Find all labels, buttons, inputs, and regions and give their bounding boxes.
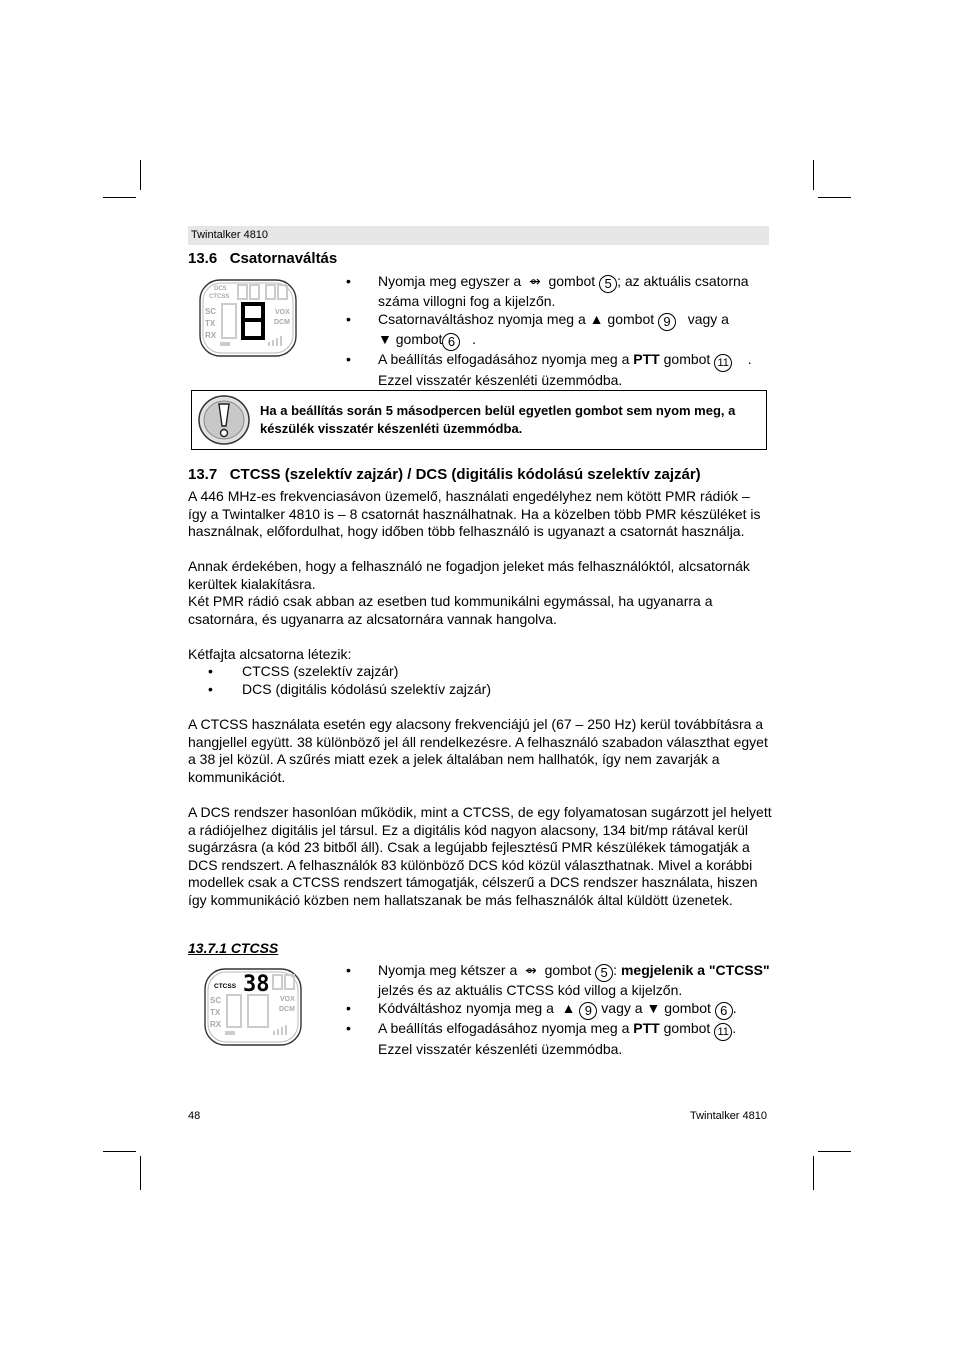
list-item: • CTCSS (szelektív zajzár): [208, 663, 491, 681]
button-number-6: 6: [442, 333, 460, 351]
lcd-sc-label: SC: [210, 996, 222, 1005]
lcd-sc-label: SC: [205, 307, 217, 316]
section-title-13-7: 13.7 CTCSS (szelektív zajzár) / DCS (digitális kódolású szelektív zajzár): [188, 466, 701, 483]
list-item: • DCS (digitális kódolású szelektív zajzár): [208, 681, 491, 699]
lcd-dcm-label: DCM: [279, 1006, 295, 1013]
footer-product: Twintalker 4810: [689, 1110, 767, 1122]
button-number-5: 5: [595, 964, 613, 982]
lcd-value-38: 38: [243, 972, 270, 997]
lcd-dcm-label: DCM: [274, 319, 290, 326]
button-number-9: 9: [658, 313, 676, 331]
paragraph: Kétfajta alcsatorna létezik:: [188, 646, 352, 662]
paragraph: A DCS rendszer hasonlóan működik, mint a CTCSS, de egy folyamatosan sugárzott jel helyett a rádiójelhez digitális jel társul. Ez a digitális kód nagyon alacsony, 134 bit/mp rátával kerül sugárzásra (a kód 23 bitből áll). Csak a legújabb fejlesztésű PMR készülékek támogatják a DCS rendszert. A felhasználók 83 különböző DCS kód közül választhatnak. Mivel a korábbi modellek csak a CTCSS rendszert támogatják, célszerű a DCS rendszer használata, hiszen így kommunikáció közben nem hallatszanak be más felhasználók által küldött üzenetek.: [188, 804, 772, 908]
crop-mark: [818, 1151, 851, 1152]
lcd-vox-label: VOX: [275, 309, 290, 316]
lcd-tx-label: TX: [210, 1008, 221, 1017]
lcd-display-ctcss: [203, 967, 303, 1047]
steps-13-7-1: [346, 962, 771, 1058]
step-13-7-1-2: • Kódváltáshoz nyomja meg a ▲ 9 vagy a ▼ gombot 6 .: [346, 1000, 771, 1020]
paragraph: A 446 MHz-es frekvenciasávon üzemelő, használati engedélyhez nem kötött PMR rádiók – így a Twintalker 4810 is – 8 csatornát használhatnak. Ha a közelben több PMR készüléket is használnak, előfordulhat, hogy időben több felhasználó is ugyanazt a csatornát használja.: [188, 488, 761, 540]
lcd-rx-label: RX: [205, 331, 217, 340]
step-13-6-2: • Csatornaváltáshoz nyomja meg a ▲ gombot 9 vagy a ▼ gombot 6 .: [346, 311, 766, 351]
step-13-7-1-3: • A beállítás elfogadásához nyomja meg a PTT gombot 11 . Ezzel visszatér készenléti üzemmódba.: [346, 1020, 771, 1059]
crop-mark: [813, 160, 814, 190]
note-text: Ha a beállítás során 5 másodpercen belül egyetlen gombot sem nyom meg, a készülék visszatér készenléti üzemmódba.: [260, 403, 736, 436]
header-product: Twintalker 4810: [191, 229, 269, 241]
paragraph: Annak érdekében, hogy a felhasználó ne fogadjon jeleket más felhasználóktól, alcsatornák kerültek kialakításra.: [188, 558, 750, 592]
crop-mark: [140, 160, 141, 190]
steps-13-6: [346, 273, 766, 389]
page-number: 48: [188, 1110, 201, 1122]
button-number-11: 11: [714, 354, 732, 372]
step-13-6-3: • A beállítás elfogadásához nyomja meg a PTT gombot 11 . Ezzel visszatér készenléti üzemmódba.: [346, 351, 766, 390]
up-arrow-icon: ▲: [561, 999, 576, 1016]
step-13-6-1: • Nyomja meg egyszer a ⇴ gombot 5 ; az aktuális csatorna száma villogni fog a kijelzőn.: [346, 273, 766, 311]
button-number-5: 5: [599, 275, 617, 293]
down-arrow-icon: ▼: [646, 999, 661, 1016]
exclamation-icon: [197, 394, 251, 446]
crop-mark: [813, 1156, 814, 1190]
crop-mark: [818, 197, 851, 198]
subchannel-types: [208, 663, 491, 698]
paragraph: A CTCSS használata esetén egy alacsony frekvenciájú jel (67 – 250 Hz) kerül továbbításra a hangjellel együtt. 38 különböző jel áll rendelkezésre. A felhasználó szabadon választhat egyet a 38 jel közül. A szűrés miatt ezek a jelek általában nem hallhatók, így nem zavarják a kommunikációt.: [188, 716, 768, 785]
lcd-vox-label: VOX: [280, 996, 295, 1003]
lcd-ctcss-active-label: CTCSS: [214, 983, 237, 990]
paragraph: Két PMR rádió csak abban az esetben tud kommunikálni egymással, ha ugyanarra a csatornára, és ugyanarra az alcsatornára vannak hangolva.: [188, 593, 713, 627]
section-title-13-7-1: 13.7.1 CTCSS: [188, 940, 279, 956]
button-number-6: 6: [715, 1002, 733, 1020]
step-13-7-1-1: • Nyomja meg kétszer a ⇴ gombot 5 : megjelenik a "CTCSS" jelzés és az aktuális CTCSS kód villog a kijelzőn.: [346, 962, 771, 1000]
crop-mark: [103, 1151, 136, 1152]
up-arrow-icon: ▲: [589, 310, 604, 327]
crop-mark: [140, 1156, 141, 1190]
down-arrow-icon: ▼: [378, 330, 392, 347]
section-title-13-6: 13.6 Csatornaváltás: [188, 250, 338, 267]
running-header: [188, 226, 769, 245]
lcd-dcs-label: DCS: [214, 286, 227, 292]
button-number-9: 9: [579, 1002, 597, 1020]
button-number-11: 11: [714, 1023, 732, 1041]
lcd-display-channel: [198, 278, 298, 358]
menu-key-icon: ⇴: [521, 962, 541, 978]
menu-key-icon: ⇴: [525, 273, 545, 289]
crop-mark: [103, 197, 136, 198]
lcd-rx-label: RX: [210, 1020, 222, 1029]
lcd-tx-label: TX: [205, 319, 216, 328]
lcd-ctcss-label: CTCSS: [209, 294, 230, 300]
note-box: [191, 390, 767, 450]
